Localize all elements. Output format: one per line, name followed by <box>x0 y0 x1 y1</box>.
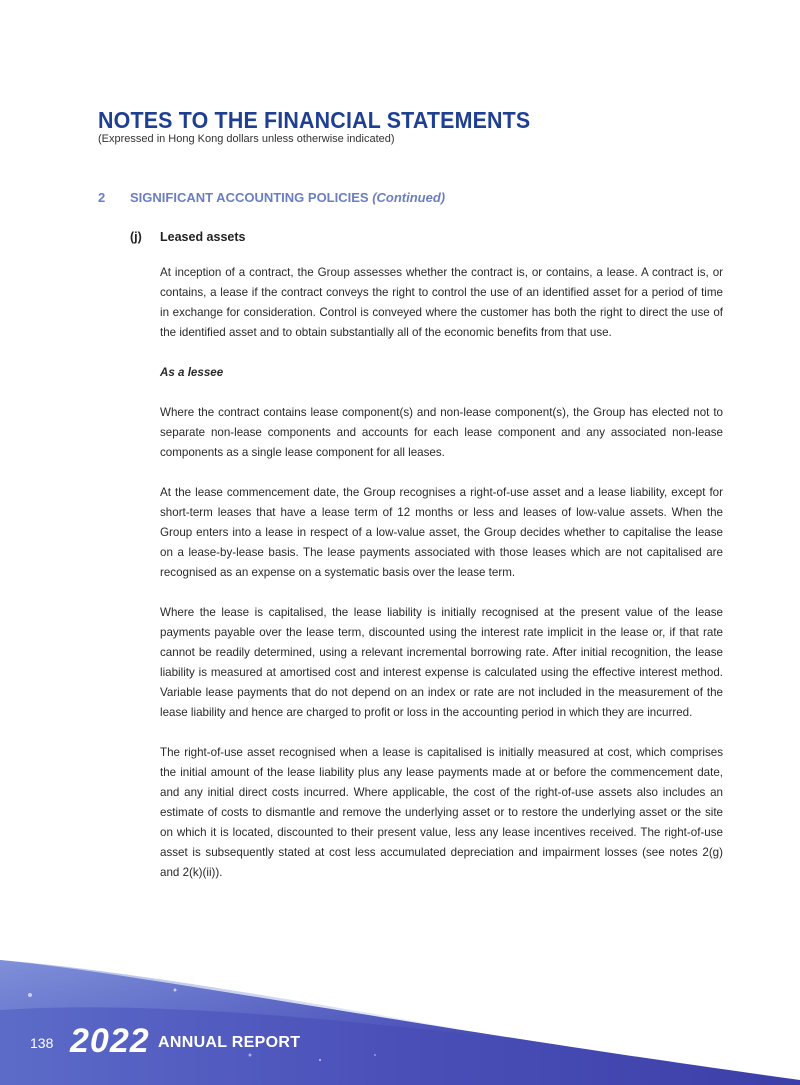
page-title: NOTES TO THE FINANCIAL STATEMENTS <box>98 107 531 133</box>
subsection-title: Leased assets <box>160 230 246 244</box>
subsection-heading <box>130 230 245 244</box>
section-number: 2 <box>98 190 106 205</box>
body-text <box>160 263 723 903</box>
subsection-letter: (j) <box>130 230 142 244</box>
paragraph-components: Where the contract contains lease component(s) and non-lease component(s), the Group has elected not to separate non-lease components and accounts for each lease component and any associated non-lease components as a single lease component for all leases. <box>160 406 723 459</box>
page-subtitle: (Expressed in Hong Kong dollars unless otherwise indicated) <box>98 133 395 145</box>
lessee-heading: As a lessee <box>160 366 224 379</box>
report-year: 2022 <box>70 1022 150 1060</box>
paragraph-commencement: At the lease commencement date, the Group recognises a right-of-use asset and a lease liability, except for short-term leases that have a lease term of 12 months or less and leases of low-value assets. When the Group enters into a lease in respect of a low-value asset, the Group decides whether to capitalise the lease on a lease-by-lease basis. The lease payments associated with those leases which are not capitalised are recognised as an expense on a systematic basis over the lease term. <box>160 486 723 579</box>
footer-band <box>0 930 800 1085</box>
paragraph-liability: Where the lease is capitalised, the lease liability is initially recognised at the present value of the lease payments payable over the lease term, discounted using the interest rate implicit in the lease or, if that rate cannot be readily determined, using a relevant incremental borrowing rate. After initial recognition, the lease liability is measured at amortised cost and interest expense is calculated using the effective interest method. Variable lease payments that do not depend on an index or rate are not included in the measurement of the lease liability and hence are charged to profit or loss in the accounting period in which they are incurred. <box>160 606 723 719</box>
paragraph-right-of-use: The right-of-use asset recognised when a lease is capitalised is initially measured at cost, which comprises the initial amount of the lease liability plus any lease payments made at or before the commencement date, and any initial direct costs incurred. Where applicable, the cost of the right-of-use assets also includes an estimate of costs to dismantle and remove the underlying asset or to restore the underlying asset or the site on which it is located, discounted to their present value, less any lease incentives received. The right-of-use asset is subsequently stated at cost less accumulated depreciation and impairment losses (see notes 2(g) and 2(k)(ii)). <box>160 746 723 879</box>
section-continued: (Continued) <box>372 190 446 205</box>
paragraph-inception: At inception of a contract, the Group assesses whether the contract is, or contains, a lease. A contract is, or contains, a lease if the contract conveys the right to control the use of an identified asset for a period of time in exchange for consideration. Control is conveyed where the customer has both the right to direct the use of the identified asset and to obtain substantially all of the economic benefits from that use. <box>160 266 723 339</box>
page-number: 138 <box>30 1035 54 1051</box>
section-heading <box>98 190 445 205</box>
section-title: SIGNIFICANT ACCOUNTING POLICIES <box>130 190 369 205</box>
report-label: ANNUAL REPORT <box>158 1034 301 1051</box>
